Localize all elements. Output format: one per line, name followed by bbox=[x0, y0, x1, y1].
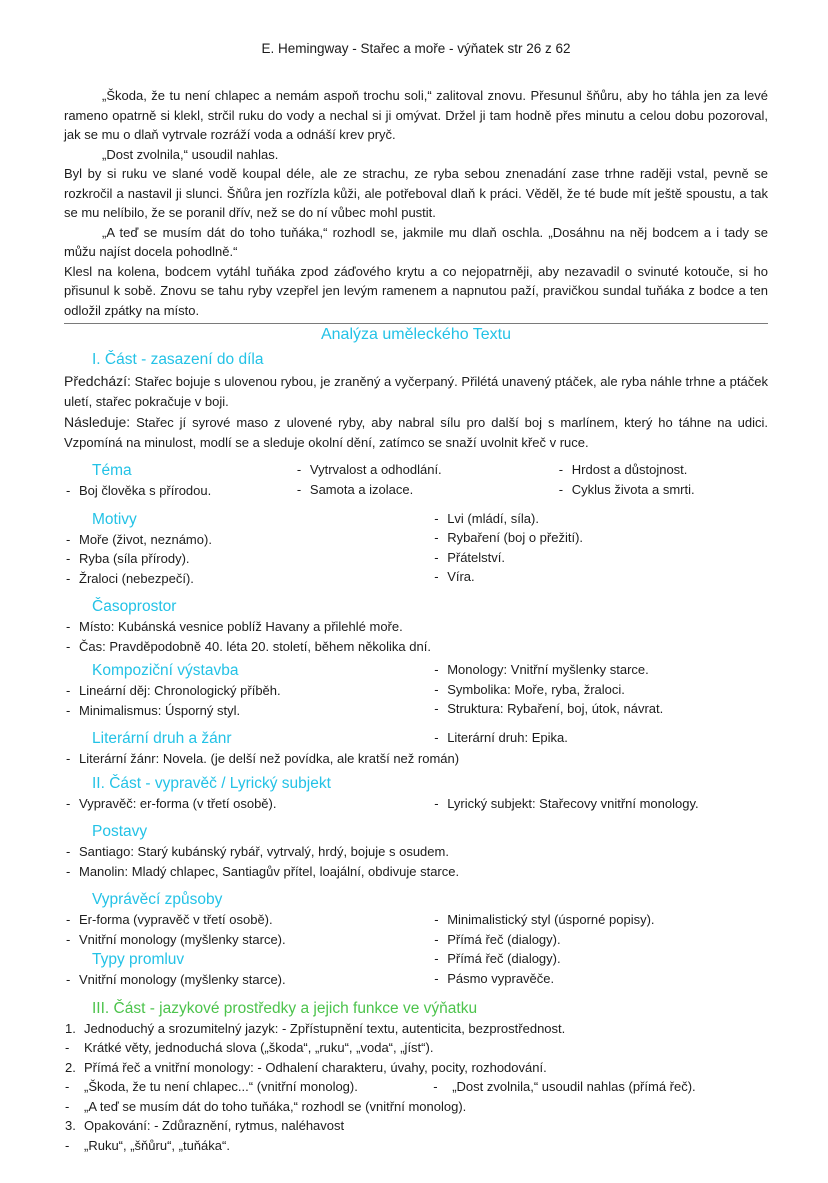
paragraph-text: Stařec jí syrové maso z ulovené ryby, aby nabral sílu pro další boj s marlínem, který ho táhne na udici. Vzpomíná na minulost, modlí se a sleduje okolní dění, zatímco se snaží uvolnit křeč v ruce. bbox=[64, 415, 768, 450]
item-text: „Škoda, že tu není chlapec...“ (vnitřní monolog). bbox=[84, 1079, 358, 1094]
section-motivy bbox=[64, 509, 768, 589]
section-tema bbox=[64, 460, 768, 501]
excerpt-paragraph: Byl by si ruku ve slané vodě koupal déle, ale ze strachu, ze ryba sebou znenadání zase trhne raději vstal, pevně se rozkročil a nastavil ji slunci. Šňůra jen rozřízla kůži, ale potřeboval dlaň k práci. Věděl, že té bude mít ještě spoustu, a tak se mu nelíbilo, že se poranil dřív, než se do ní vůbec mohl pustit. bbox=[64, 166, 768, 220]
heading-motivy: Motivy bbox=[92, 510, 137, 528]
dash-item bbox=[64, 1136, 768, 1156]
part3-pair-right bbox=[432, 1077, 768, 1097]
part3-paired-row bbox=[64, 1077, 768, 1097]
part2-column-right bbox=[432, 794, 768, 814]
list-item: - Lineární děj: Chronologický příběh. bbox=[64, 681, 432, 701]
motivy-column-left bbox=[64, 509, 432, 589]
list-item: - Hrdost a důstojnost. bbox=[557, 460, 768, 480]
heading-druh-zanr: Literární druh a žánr bbox=[92, 730, 232, 747]
list-item: - Vypravěč: er-forma (v třetí osobě). bbox=[64, 794, 432, 814]
motivy-column-right bbox=[432, 509, 768, 587]
excerpt-paragraph: „Škoda, že tu není chlapec a nemám aspoň trochu soli,“ zalitoval znovu. Přesunul šňůru, aby ho táhla jen za levé rameno opatrně si klekl, strčil ruku do vody a nechal si ji omývat. Držel ji tam hodně přes minutu a celou dobu pozoroval, jak se mu o dlaň vytrvale rozráží voda a odnáší krev pryč. bbox=[64, 88, 768, 142]
tema-column-1 bbox=[64, 460, 295, 501]
section-casoprostor bbox=[64, 596, 768, 656]
part3-pair-left bbox=[64, 1077, 432, 1097]
list-item: - Místo: Kubánská vesnice poblíž Havany a přilehlé moře. bbox=[64, 617, 768, 637]
item-text: „A teď se musím dát do toho tuňáka,“ rozhodl se (vnitřní monolog). bbox=[84, 1098, 467, 1114]
kompozice-column-right bbox=[432, 660, 768, 719]
item-text: Krátké věty, jednoduchá slova („škoda“, „ruku“, „voda“, „jíst“). bbox=[84, 1040, 434, 1055]
item-marker: - bbox=[65, 1098, 70, 1114]
heading-tema: Téma bbox=[92, 462, 132, 479]
list-item: - Samota a izolace. bbox=[295, 480, 557, 500]
list-item: - Vnitřní monology (myšlenky starce). bbox=[64, 930, 432, 950]
excerpt-paragraph: Klesl na kolena, bodcem vytáhl tuňáka zpod záďového krytu a co nejopatrněji, aby nezavadil o svinuté kotouče, si ho přisunul k sobě. Znovu se tahu ryby vzepřel jen levým ramenem a napnutou paží, pravičkou sundal tuňáka z bodce a ten odložil zpátky na místo. bbox=[64, 263, 768, 318]
paragraph-predchazi bbox=[64, 372, 768, 411]
part2-column-left bbox=[64, 794, 432, 814]
document-title: E. Hemingway - Stařec a moře - výňatek str 26 z 62 bbox=[261, 41, 571, 56]
zpusoby-column-right bbox=[432, 910, 768, 988]
dash-item bbox=[64, 1038, 768, 1058]
excerpt-paragraph: „Dost zvolnila,“ usoudil nahlas. bbox=[102, 146, 279, 162]
list-item: - Lyrický subjekt: Stařecovy vnitřní monology. bbox=[432, 794, 768, 814]
list-item: - Ryba (síla přírody). bbox=[64, 549, 432, 569]
item-marker: - bbox=[65, 1040, 70, 1055]
tema-columns bbox=[64, 460, 768, 501]
zpusoby-promluvy-columns bbox=[64, 910, 768, 990]
item-text: Přímá řeč a vnitřní monology: - Odhalení charakteru, úvahy, pocity, rozhodování. bbox=[84, 1059, 547, 1075]
heading-part3: III. Část - jazykové prostředky a jejich funkce ve výňatku bbox=[92, 999, 478, 1017]
section-druh-zanr bbox=[64, 728, 768, 769]
heading-casoprostor: Časoprostor bbox=[92, 598, 177, 615]
druh-zanr-column-left bbox=[64, 728, 432, 749]
list-item: - Žraloci (nebezpečí). bbox=[64, 569, 432, 589]
list-item: - Přímá řeč (dialogy). bbox=[432, 949, 768, 969]
list-item: - Přímá řeč (dialogy). bbox=[432, 930, 768, 950]
motivy-columns bbox=[64, 509, 768, 589]
list-item: - Monology: Vnitřní myšlenky starce. bbox=[432, 660, 768, 680]
numbered-item bbox=[64, 1019, 768, 1039]
list-item: - Moře (život, neznámo). bbox=[64, 530, 432, 550]
list-item: - Vytrvalost a odhodlání. bbox=[295, 460, 557, 480]
kompozice-column-left bbox=[64, 660, 432, 720]
kompozice-columns bbox=[64, 660, 768, 720]
list-item: - Minimalismus: Úsporný styl. bbox=[64, 701, 432, 721]
list-item: - Manolin: Mladý chlapec, Santiagův přítel, loajální, obdivuje starce. bbox=[64, 862, 768, 882]
dash-item bbox=[64, 1077, 432, 1097]
item-text: Jednoduchý a srozumitelný jazyk: - Zpřístupnění textu, autenticita, bezprostřednost. bbox=[84, 1020, 566, 1036]
section-part1 bbox=[64, 349, 768, 452]
list-item: - Přátelství. bbox=[432, 548, 768, 568]
list-item: - Symbolika: Moře, ryba, žraloci. bbox=[432, 680, 768, 700]
paragraph-nasleduje bbox=[64, 413, 768, 452]
item-text: „Ruku“, „šňůru“, „tuňáka“. bbox=[84, 1137, 230, 1153]
item-marker: - bbox=[65, 1079, 70, 1094]
list-item: - Boj člověka s přírodou. bbox=[64, 481, 295, 501]
list-item: - Vnitřní monology (myšlenky starce). bbox=[64, 970, 432, 990]
druh-zanr-column-right bbox=[432, 728, 768, 748]
heading-postavy: Postavy bbox=[92, 823, 148, 840]
tema-column-3 bbox=[557, 460, 768, 499]
numbered-item bbox=[64, 1116, 768, 1136]
dash-item bbox=[432, 1077, 768, 1097]
list-item: - Minimalistický styl (úsporné popisy). bbox=[432, 910, 768, 930]
list-item: - Rybaření (boj o přežití). bbox=[432, 528, 768, 548]
excerpt-paragraph: „A teď se musím dát do toho tuňáka,“ rozhodl se, jakmile mu dlaň oschla. „Dosáhnu na něj bodcem a i tady se můžu najíst docela pohodlně.“ bbox=[64, 224, 768, 259]
paragraph-lead: Předchází: bbox=[64, 373, 131, 389]
list-item: - Struktura: Rybaření, boj, útok, návrat. bbox=[432, 699, 768, 719]
item-marker: - bbox=[433, 1079, 438, 1094]
list-item: - Čas: Pravděpodobně 40. léta 20. století, během několika dní. bbox=[64, 637, 768, 657]
part2-columns bbox=[64, 794, 768, 814]
list-item: - Er-forma (vypravěč v třetí osobě). bbox=[64, 910, 432, 930]
list-item: - Lvi (mládí, síla). bbox=[432, 509, 768, 529]
tema-column-2 bbox=[295, 460, 557, 499]
excerpt-section bbox=[64, 86, 768, 320]
item-marker: 3. bbox=[65, 1118, 76, 1133]
zpusoby-column-left bbox=[64, 910, 432, 990]
section-postavy bbox=[64, 821, 768, 881]
heading-zpusoby: Vyprávěcí způsoby bbox=[92, 891, 223, 908]
section-zpusoby-promluvy bbox=[64, 889, 768, 990]
list-item: - Santiago: Starý kubánský rybář, vytrvalý, hrdý, bojuje s osudem. bbox=[64, 842, 768, 862]
list-item: - Pásmo vypravěče. bbox=[432, 969, 768, 989]
section-part2 bbox=[64, 773, 768, 814]
heading-kompozice: Kompoziční výstavba bbox=[92, 662, 239, 679]
druh-zanr-columns bbox=[64, 728, 768, 749]
heading-part1: I. Část - zasazení do díla bbox=[92, 351, 264, 368]
analysis-title: Analýza uměleckého Textu bbox=[320, 326, 512, 343]
section-part3 bbox=[64, 998, 768, 1156]
item-marker: 2. bbox=[65, 1059, 76, 1075]
item-marker: - bbox=[65, 1137, 70, 1153]
list-item: - Cyklus života a smrti. bbox=[557, 480, 768, 500]
paragraph-text: Stařec bojuje s ulovenou rybou, je zraněný a vyčerpaný. Přilétá unavený ptáček, ale ryba náhle trhne a ptáček uletí, stařec pokračuje v boji. bbox=[64, 374, 768, 409]
dash-item bbox=[64, 1097, 768, 1117]
item-marker: 1. bbox=[65, 1020, 76, 1036]
numbered-item bbox=[64, 1058, 768, 1078]
heading-part2: II. Část - vypravěč / Lyrický subjekt bbox=[92, 774, 331, 792]
section-kompozice bbox=[64, 660, 768, 720]
list-item: - Literární žánr: Novela. (je delší než povídka, ale kratší než román) bbox=[64, 749, 768, 769]
list-item: - Literární druh: Epika. bbox=[432, 728, 768, 748]
item-text: Opakování: - Zdůraznění, rytmus, naléhavost bbox=[84, 1118, 345, 1133]
list-item: - Víra. bbox=[432, 567, 768, 587]
paragraph-lead: Následuje: bbox=[64, 414, 131, 430]
heading-promluvy: Typy promluv bbox=[92, 951, 185, 968]
item-text: „Dost zvolnila,“ usoudil nahlas (přímá řeč). bbox=[452, 1079, 696, 1094]
